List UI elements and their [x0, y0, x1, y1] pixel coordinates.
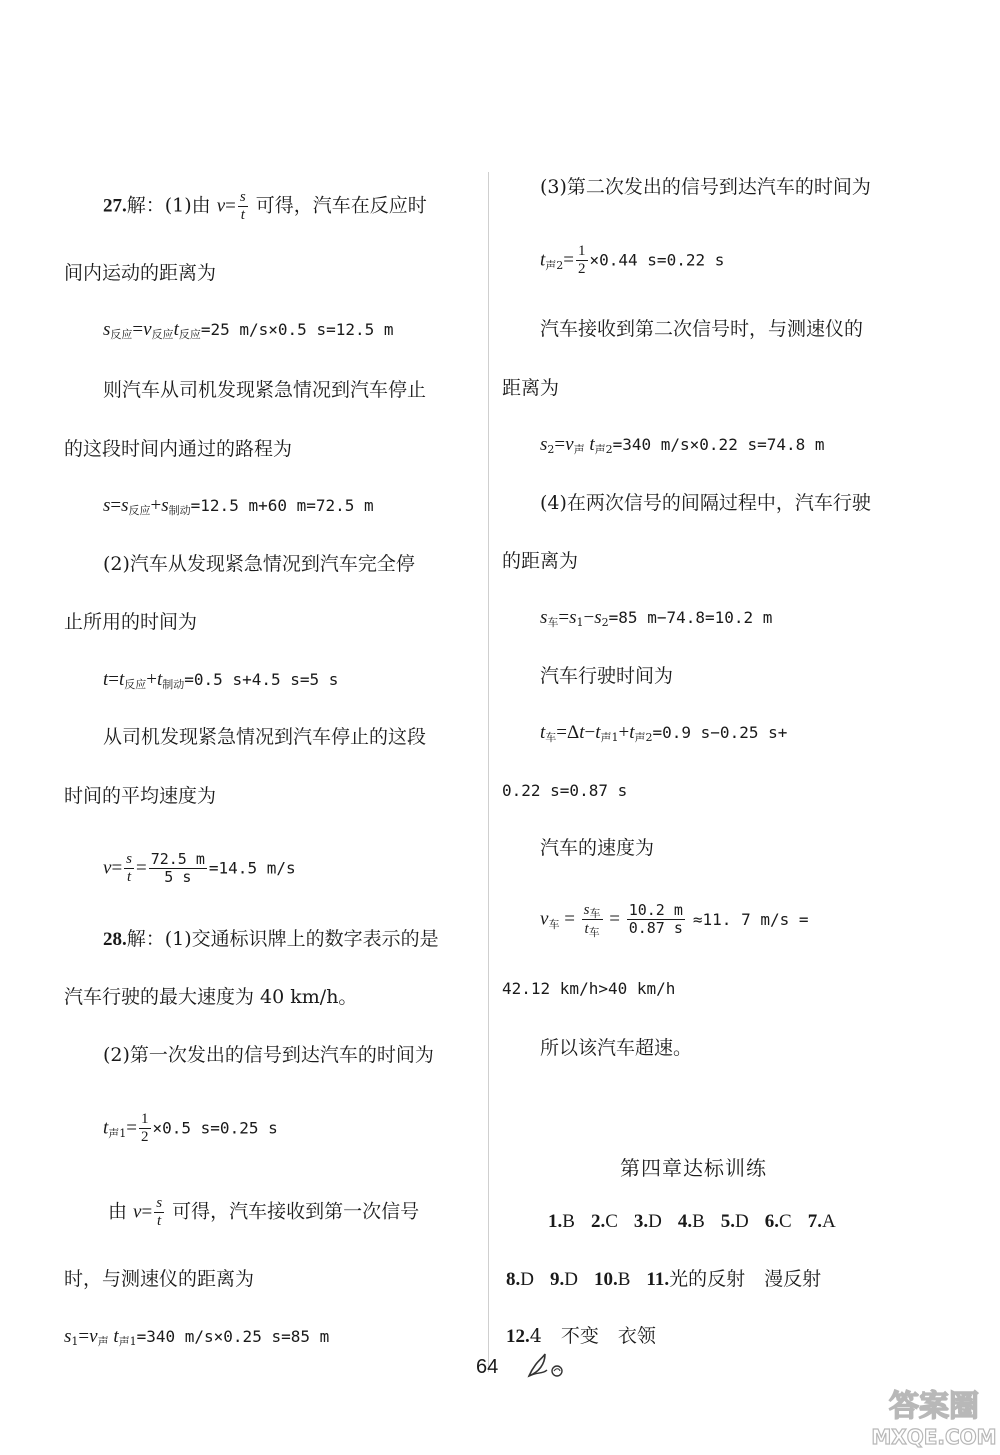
section-heading: 第四章达标训练 [620, 1156, 767, 1180]
q28-eq-car-time: t车=Δt−t声1+t声2=0.9 s−0.25 s+ [540, 722, 788, 744]
q27-eq-total-distance: s=s反应+s制动=12.5 m+60 m=72.5 m [103, 495, 374, 517]
q28-line-5: 由 v= $\frac{s}{t}$ 可得，汽车接收到第一次信号 [108, 1195, 420, 1229]
q27-line-5: 的这段时间内通过的路程为 [64, 438, 293, 460]
q27-line-10: 从司机发现紧急情况到汽车停止的这段 [103, 726, 427, 748]
q28-line-3: (2)第一次发出的信号到达汽车的时间为 [103, 1044, 434, 1066]
q28-r-line-12: 汽车的速度为 [540, 837, 655, 859]
q28-eq-car-speed: v车 = $\frac{s_车}{t_车}$ = $\frac{10.2 m}{0.87 s}$ ≈11. 7 m/s = [540, 901, 809, 939]
q28-eq-car-distance: s车=s1−s2=85 m−74.8=10.2 m [540, 607, 773, 629]
q28-r-line-4: 距离为 [502, 377, 560, 399]
q28-r-line-7: 的距离为 [502, 550, 579, 572]
answers-row-1: 1.B 2.C 3.D 4.B 5.D 6.C 7.A [548, 1211, 836, 1232]
q27-eq-reaction-distance: s反应=v反应t反应=25 m/s×0.5 s=12.5 m [103, 319, 394, 341]
q28-eq-first-distance: s1=v声 t声1=340 m/s×0.25 s=85 m [64, 1326, 330, 1348]
q28-r-line-15: 所以该汽车超速。 [540, 1037, 693, 1059]
q28-r-line-3: 汽车接收到第二次信号时，与测速仪的 [540, 318, 864, 340]
q27-line-7: (2)汽车从发现紧急情况到汽车完全停 [103, 553, 415, 575]
q28-r-line-9: 汽车行驶时间为 [540, 665, 674, 687]
q28-line-3-2: (3)第二次发出的信号到达汽车的时间为 [540, 176, 871, 198]
q27-line-4: 则汽车从司机发现紧急情况到汽车停止 [103, 379, 427, 401]
q28-eq-second-distance: s2=v声 t声2=340 m/s×0.22 s=74.8 m [540, 434, 825, 456]
q27-line-11: 时间的平均速度为 [64, 785, 217, 807]
answers-row-2: 8.D 9.D 10.B 11.光的反射 漫反射 [506, 1268, 822, 1290]
leaf-ornament-icon [525, 1352, 569, 1382]
q27-eq-total-time: t=t反应+t制动=0.5 s+4.5 s=5 s [103, 669, 339, 691]
q28-line-2: 汽车行驶的最大速度为 40 km/h。 [64, 986, 358, 1008]
q27-eq-average-speed: v= $\frac{s}{t}$ = $\frac{72.5 m}{5 s}$ =14.5 m/s [103, 850, 296, 886]
watermark-icon [868, 1382, 1000, 1451]
q27-line-2: 间内运动的距离为 [64, 262, 217, 284]
q27-line-8: 止所用的时间为 [64, 611, 198, 633]
q28-eq-first-time: t声1= $\frac{1}{2}$ ×0.5 s=0.25 s [103, 1111, 278, 1145]
page-number: 64 [476, 1356, 499, 1378]
q28-line-1: 28.解：(1)交通标识牌上的数字表示的是 [103, 928, 439, 950]
answers-row-3: 12.4 不变 衣领 [506, 1325, 656, 1347]
q28-line-6: 时，与测速仪的距离为 [64, 1268, 255, 1290]
q28-eq-second-time: t声2= $\frac{1}{2}$ ×0.44 s=0.22 s [540, 243, 725, 277]
column-divider [488, 172, 489, 1372]
watermark-logo [868, 1382, 1000, 1451]
q28-r-line-11: 0.22 s=0.87 s [502, 781, 628, 800]
q28-r-line-14: 42.12 km/h>40 km/h [502, 979, 676, 998]
watermark-bottom-text: MXQE.COM [871, 1425, 997, 1449]
watermark-top-text: 答案圈 [889, 1389, 979, 1424]
q27-line-1: 27.解：(1)由 v= $\frac{s}{t}$ 可得，汽车在反应时 [103, 189, 427, 223]
q28-r-line-6: (4)在两次信号的间隔过程中，汽车行驶 [540, 492, 871, 514]
